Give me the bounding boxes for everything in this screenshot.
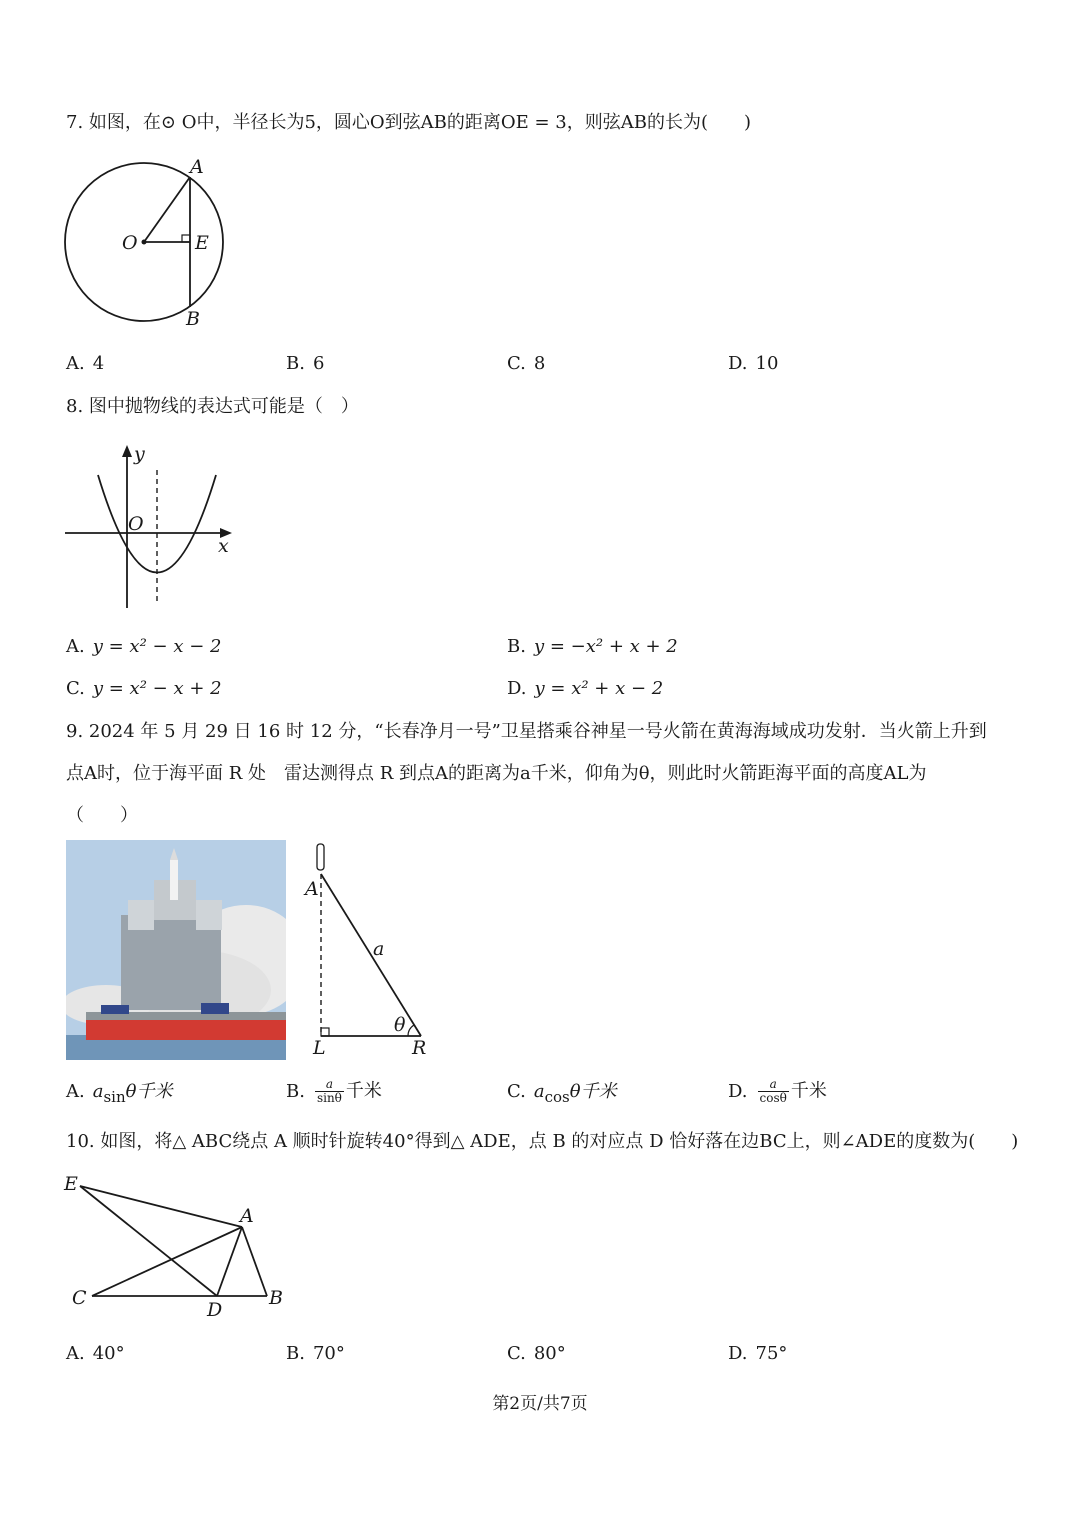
q10-option-c[interactable]: C. 80° <box>507 1343 566 1364</box>
q8-option-c[interactable]: C. y = x² − x + 2 <box>66 678 222 699</box>
label-a: A <box>240 1205 254 1227</box>
angle-theta-arc <box>408 1025 414 1036</box>
q10-option-b[interactable]: B. 70° <box>286 1343 345 1364</box>
y-axis-arrow <box>122 445 132 457</box>
q9-triangle-figure <box>300 838 440 1068</box>
q9-option-d[interactable]: D. $\frac{a}{\cos\theta}$ 千米 <box>728 1077 827 1105</box>
label-a: A <box>190 156 204 178</box>
segment-ca <box>92 1227 242 1296</box>
q9-option-b[interactable]: B. $\frac{a}{\sin\theta}$ 千米 <box>286 1077 382 1105</box>
q8-option-d[interactable]: D. y = x² + x − 2 <box>507 678 664 699</box>
right-angle-mark <box>321 1028 329 1036</box>
rocket-launch-illustration <box>66 840 286 1060</box>
right-angle-mark <box>182 235 190 242</box>
label-b: B <box>186 308 200 330</box>
page-footer: 第2页/共7页 <box>492 1394 588 1414</box>
q9-option-c[interactable]: C. $a_{cos}\theta$千米 <box>507 1081 617 1106</box>
q8-option-b[interactable]: B. y = −x² + x + 2 <box>507 636 678 657</box>
segment-ar <box>321 874 421 1036</box>
label-x: x <box>218 535 229 557</box>
q10-option-a[interactable]: A. 40° <box>66 1343 125 1364</box>
label-theta: θ <box>394 1014 406 1036</box>
label-a-point: A <box>305 878 319 900</box>
q7-option-d[interactable]: D. 10 <box>728 353 779 374</box>
q9-stem-line3: （ ） <box>66 805 138 826</box>
q8-parabola-figure <box>60 440 250 620</box>
label-l: L <box>313 1037 326 1059</box>
q9-option-a[interactable]: A. $a_{sin}\theta$千米 <box>66 1081 173 1106</box>
center-dot <box>142 240 147 245</box>
rocket-icon <box>317 844 324 870</box>
rocket-launch-photo <box>66 840 286 1060</box>
label-b: B <box>269 1287 283 1309</box>
label-e: E <box>195 232 209 254</box>
fraction: $\frac{a}{\cos\theta}$ <box>759 1077 787 1105</box>
label-e: E <box>64 1173 78 1195</box>
q10-option-d[interactable]: D. 75° <box>728 1343 788 1364</box>
q8-option-a[interactable]: A. y = x² − x − 2 <box>66 636 222 657</box>
q7-circle-figure <box>60 155 240 335</box>
label-r: R <box>412 1037 427 1059</box>
q8-stem: 8. 图中抛物线的表达式可能是（ ） <box>66 396 359 417</box>
q10-stem: 10. 如图，将△ ABC绕点 A 顺时针旋转40°得到△ ADE，点 B 的对应点 D 恰好落在边BC上，则∠ADE的度数为( ) <box>66 1131 1019 1152</box>
segment-ab <box>242 1227 267 1296</box>
q7-option-c[interactable]: C. 8 <box>507 353 546 374</box>
q7-option-a[interactable]: A. 4 <box>66 353 105 374</box>
q10-rotation-figure <box>60 1170 320 1320</box>
fraction: $\frac{a}{\sin\theta}$ <box>316 1077 342 1105</box>
label-a-side: a <box>373 938 385 960</box>
label-o: O <box>128 513 144 535</box>
label-o: O <box>122 232 138 254</box>
q7-stem: 7. 如图，在⊙ O中，半径长为5，圆心O到弦AB的距离OE = 3，则弦AB的长为( ) <box>66 112 752 133</box>
segment-oa <box>144 177 190 242</box>
q9-stem-line1: 9. 2024 年 5 月 29 日 16 时 12 分，“长春净月一号”卫星搭乘谷神星一号火箭在黄海海域成功发射．当火箭上升到 <box>66 721 987 742</box>
label-y: y <box>134 443 145 465</box>
q7-option-b[interactable]: B. 6 <box>286 353 325 374</box>
label-c: C <box>72 1287 87 1309</box>
label-d: D <box>207 1299 223 1321</box>
q9-stem-line2: 点A时，位于海平面 R 处 雷达测得点 R 到点A的距离为a千米，仰角为θ，则此时火箭距海平面的高度AL为 <box>66 763 927 784</box>
